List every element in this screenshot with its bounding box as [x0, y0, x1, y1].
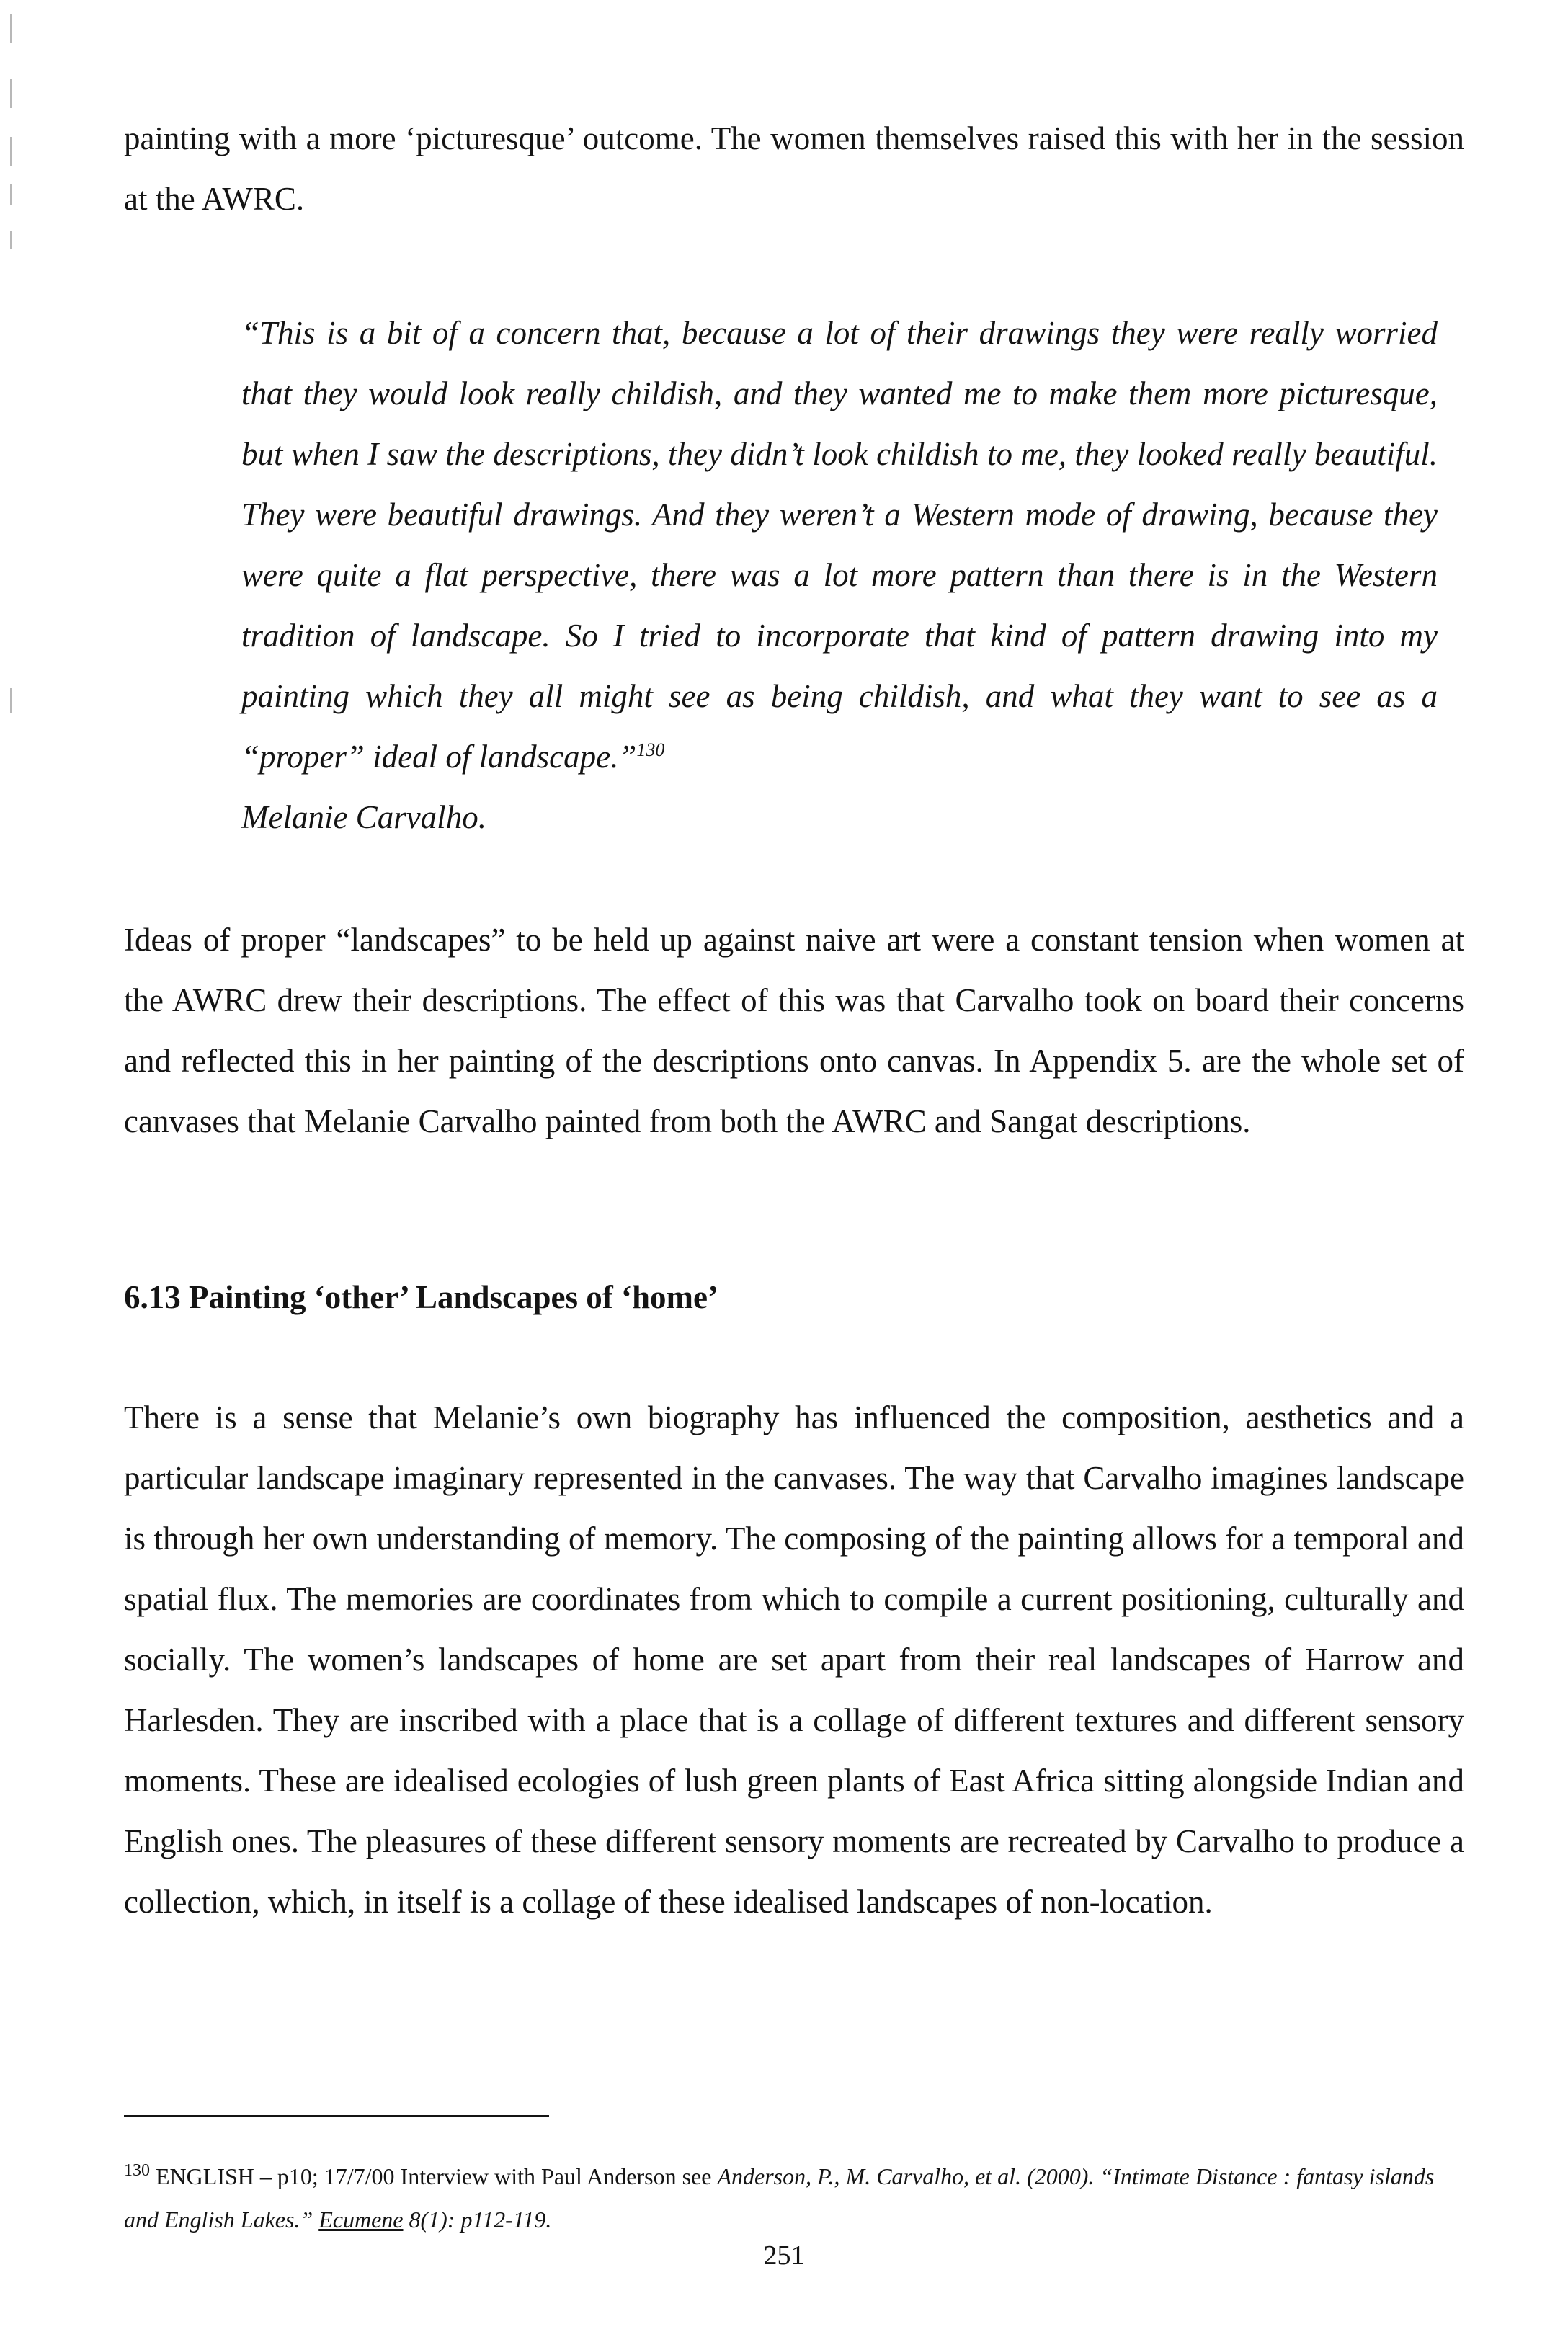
footnote-volume-pages: 8(1): p112-119.: [403, 2207, 552, 2233]
body-paragraph-3: There is a sense that Melanie’s own biography has influenced the composition, aesthetics and a particular landscape imaginary represented in the canvases. The way that Carvalho imagines landscape is through her own understanding of memory. The composing of the painting allows for a temporal and spatial flux. The memories are coordinates from which to compile a current positioning, culturally and socially. The women’s landscapes of home are set apart from their real landscapes of Harrow and Harlesden. They are inscribed with a place that is a collage of different textures and different sensory moments. These are idealised ecologies of lush green plants of East Africa sitting alongside Indian and English ones. The pleasures of these different sensory moments are recreated by Carvalho to produce a collection, which, in itself is a collage of these idealised landscapes of non-location.: [124, 1399, 1464, 1920]
scan-margin-mark: [10, 184, 12, 205]
page-number: 251: [763, 2240, 805, 2271]
body-paragraph-2: Ideas of proper “landscapes” to be held up against naive art were a constant tension when women at the AWRC drew their descriptions. The effect of this was that Carvalho took on board their concerns and reflected this in her painting of the descriptions onto canvas. In Appendix 5. are the whole set of canvases that Melanie Carvalho painted from both the AWRC and Sangat descriptions.: [124, 922, 1464, 1139]
body-paragraph-1: painting with a more ‘picturesque’ outcome. The women themselves raised this with her in the session at the AWRC.: [124, 120, 1464, 217]
footnote-number: 130: [124, 2161, 150, 2181]
section-heading: 6.13 Painting ‘other’ Landscapes of ‘home’: [124, 1279, 718, 1315]
quote-source: Melanie Carvalho.: [241, 799, 486, 835]
scan-margin-mark: [10, 137, 12, 166]
quote-text: “This is a bit of a concern that, because a lot of their drawings they were really worried that they would look really childish, and they wanted me to make them more picturesque, but when I saw the descriptions, they didn’t look childish to me, they looked really beautiful. They were beautiful drawings. And they weren’t a Western mode of drawing, because they were quite a flat perspective, there was a lot more pattern than there is in the Western tradition of landscape. So I tried to incorporate that kind of pattern drawing into my painting which they all might see as being childish, and what they want to see as a “proper” ideal of landscape.”: [241, 315, 1438, 775]
block-quote: [241, 303, 1438, 847]
footnote-citation: Anderson, P., M. Carvalho, et al. (2000). “Intimate Distance : fantasy islands and English Lakes.”: [124, 2163, 1435, 2233]
scan-margin-mark: [10, 688, 12, 713]
footnote-journal: Ecumene: [318, 2207, 404, 2233]
scan-margin-mark: [10, 231, 12, 249]
footnote: [124, 2155, 1464, 2241]
scan-margin-mark: [10, 14, 12, 43]
footnote-reference[interactable]: 130: [636, 739, 665, 760]
footnote-plain-text: ENGLISH – p10; 17/7/00 Interview with Paul Anderson see: [156, 2163, 718, 2189]
footnote-divider: [124, 2115, 549, 2117]
scan-margin-mark: [10, 79, 12, 108]
